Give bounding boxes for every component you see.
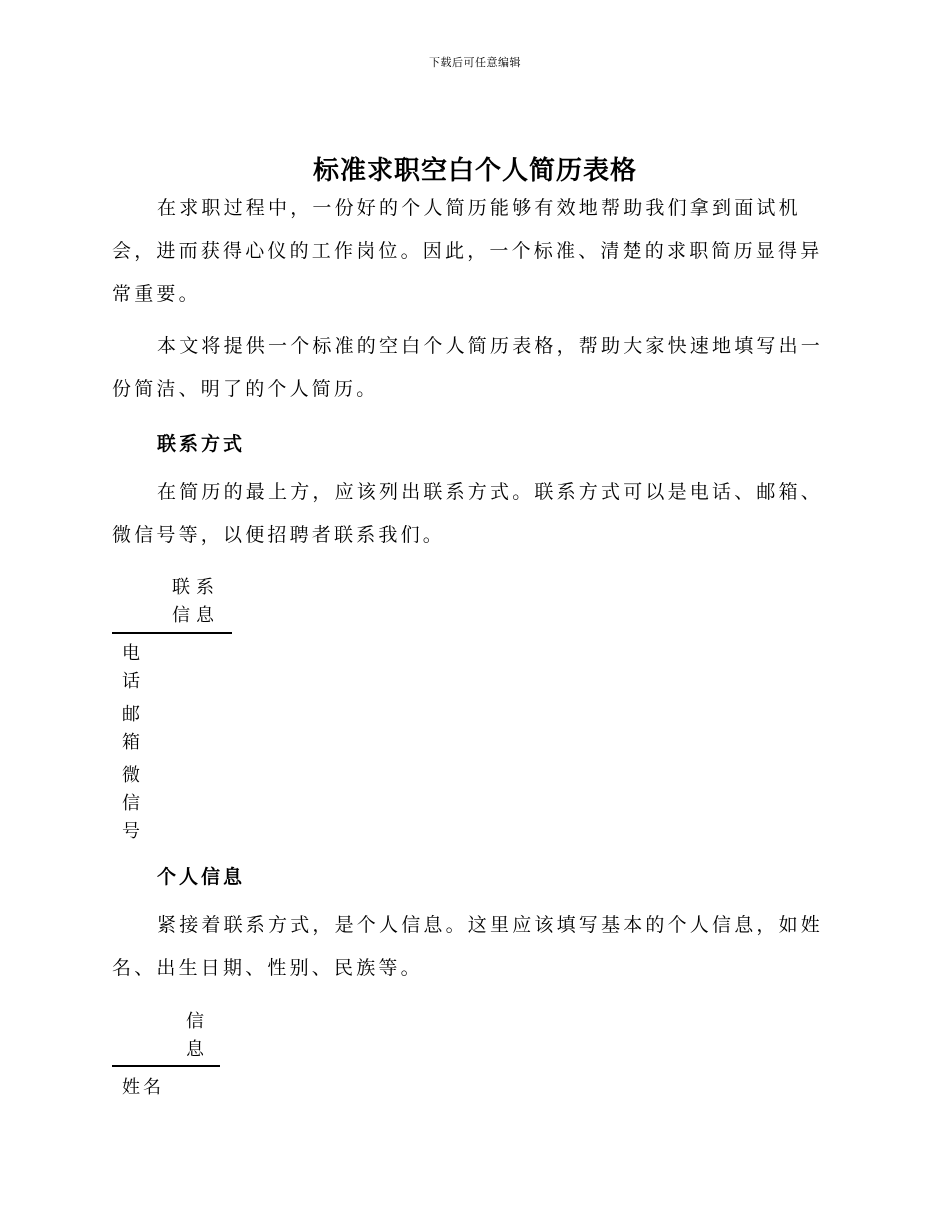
document-title: 标准求职空白个人简历表格 [312, 156, 637, 186]
contact-row-wechat: 微信号 [122, 765, 140, 842]
personal-row-name: 姓名 [122, 1077, 164, 1098]
intro-paragraph-1: 在求职过程中，一份好的个人简历能够有效地帮助我们拿到面试机会，进而获得心仪的工作岗位。因此，一个标准、清楚的求职简历显得异常重要。 [112, 197, 823, 305]
personal-section-heading: 个人信息 [157, 866, 246, 888]
contact-table-header: 联系信息 [172, 577, 220, 626]
contact-table-rule [112, 632, 232, 634]
page-header-note: 下载后可任意编辑 [429, 56, 521, 69]
contact-row-email: 邮箱 [122, 704, 140, 753]
contact-section-body: 在简历的最上方，应该列出联系方式。联系方式可以是电话、邮箱、微信号等，以便招聘者联系我们。 [112, 481, 824, 546]
contact-section-heading: 联系方式 [157, 433, 246, 455]
personal-section-body: 紧接着联系方式，是个人信息。这里应该填写基本的个人信息，如姓名、出生日期、性别、民族等。 [112, 914, 824, 979]
personal-table-header: 信息 [186, 1011, 210, 1060]
personal-table-rule [112, 1065, 220, 1067]
intro-paragraph-2: 本文将提供一个标准的空白个人简历表格，帮助大家快速地填写出一份简洁、明了的个人简历。 [112, 335, 824, 400]
contact-row-phone: 电话 [122, 643, 140, 692]
